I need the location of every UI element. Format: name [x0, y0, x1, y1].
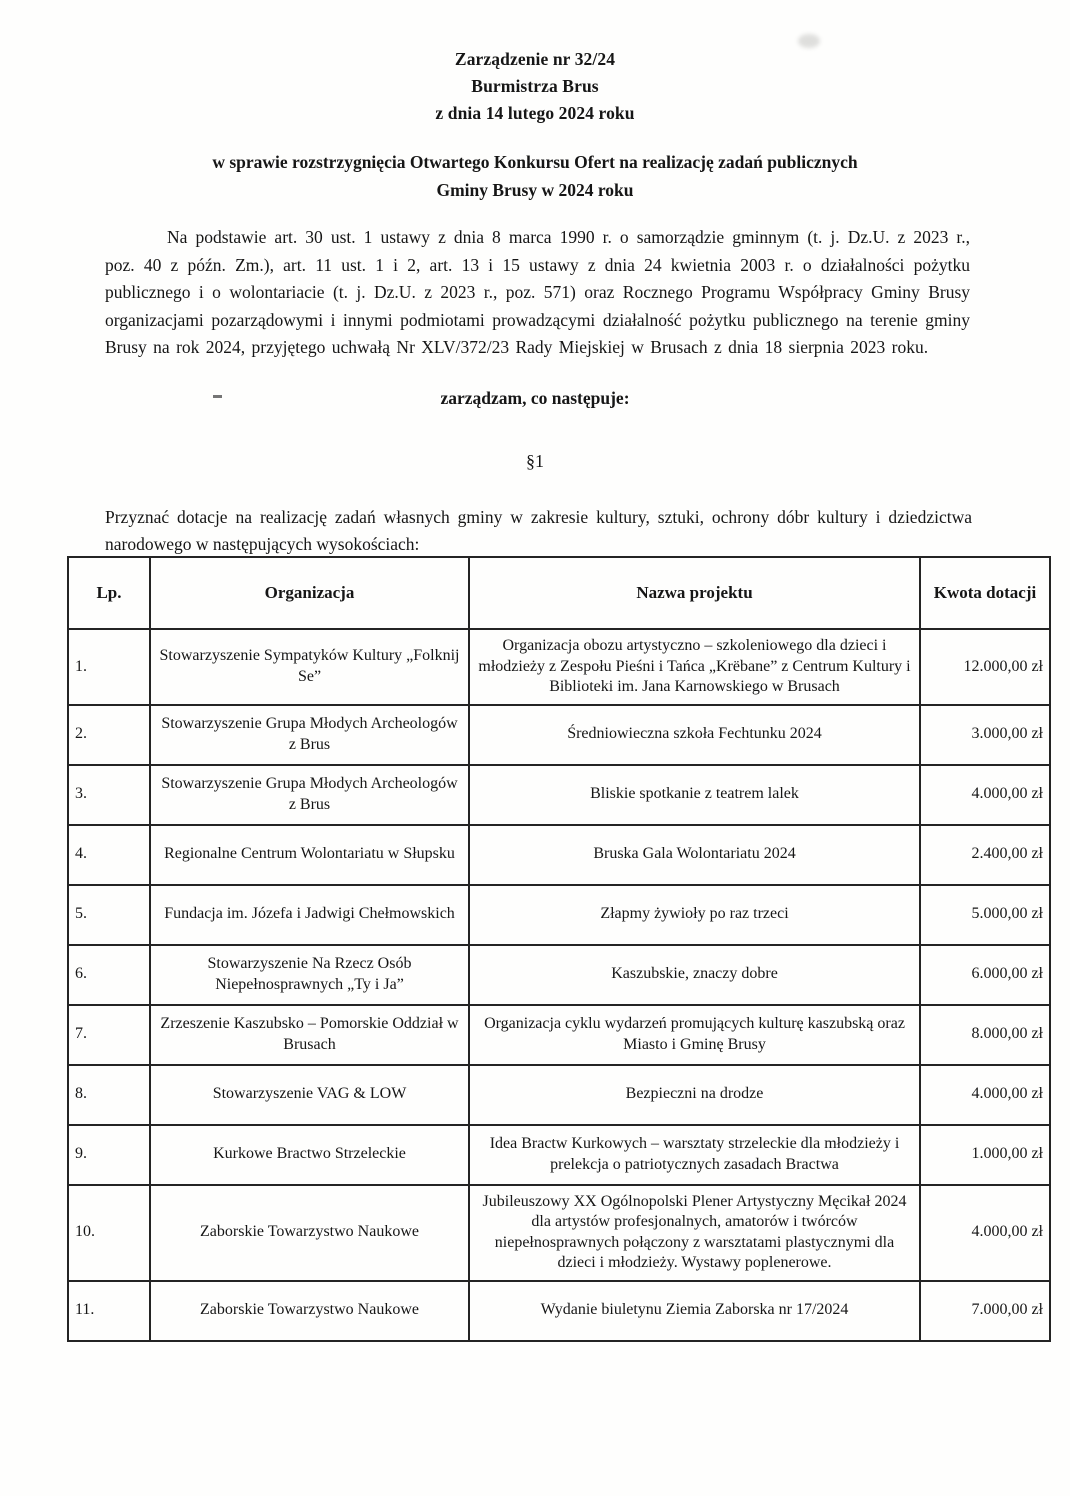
cell-lp: 1.: [68, 629, 150, 705]
cell-lp: 4.: [68, 825, 150, 885]
cell-amount: 4.000,00 zł: [920, 765, 1050, 825]
table-row: [68, 705, 1050, 765]
cell-org: Stowarzyszenie Na Rzecz Osób Niepełnosprawnych „Ty i Ja”: [150, 945, 469, 1005]
cell-lp: 9.: [68, 1125, 150, 1185]
cell-project: Organizacja cyklu wydarzeń promujących kulturę kaszubską oraz Miasto i Gminę Brusy: [469, 1005, 920, 1065]
header-kwota-dotacji: Kwota dotacji: [920, 557, 1050, 629]
cell-amount: 12.000,00 zł: [920, 629, 1050, 705]
cell-project: Kaszubskie, znaczy dobre: [469, 945, 920, 1005]
cell-project: Bezpieczni na drodze: [469, 1065, 920, 1125]
cell-lp: 8.: [68, 1065, 150, 1125]
subject-line-1: w sprawie rozstrzygnięcia Otwartego Konkursu Ofert na realizację zadań publicznych: [212, 152, 858, 172]
cell-org: Zrzeszenie Kaszubsko – Pomorskie Oddział w Brusach: [150, 1005, 469, 1065]
header-organizacja: Organizacja: [150, 557, 469, 629]
grants-table: [67, 556, 1051, 1342]
cell-project: Idea Bractw Kurkowych – warsztaty strzeleckie dla młodzieży i prelekcja o patriotycznych zasadach Bractwa: [469, 1125, 920, 1185]
cell-amount: 7.000,00 zł: [920, 1281, 1050, 1341]
table-row: [68, 825, 1050, 885]
subject-line-2: Gminy Brusy w 2024 roku: [436, 180, 634, 200]
table-row: [68, 1281, 1050, 1341]
scan-dash-artifact: [213, 395, 222, 398]
table-row: [68, 1065, 1050, 1125]
cell-org: Zaborskie Towarzystwo Naukowe: [150, 1185, 469, 1281]
cell-amount: 4.000,00 zł: [920, 1185, 1050, 1281]
legal-basis-paragraph: Na podstawie art. 30 ust. 1 ustawy z dnia 8 marca 1990 r. o samorządzie gminnym (t. j. Dz.U. z 2023 r., poz. 40 z późn. Zm.), art. 11 ust. 1 i 2, art. 13 i 15 ustawy z dnia 24 kwietnia 2003 r. o działalności pożytku publicznego i o wolontariacie (t. j. Dz.U. z 2023 r., poz. 571) oraz Rocznego Programu Współpracy Gminy Brusy organizacjami pozarządowymi i innymi podmiotami prowadzącymi działalność pożytku publicznego na terenie gminy Brusy na rok 2024, przyjętego uchwałą Nr XLV/372/23 Rady Miejskiej w Brusach z dnia 18 sierpnia 2023 roku.: [105, 227, 970, 357]
grants-table-body: [68, 629, 1050, 1341]
cell-lp: 5.: [68, 885, 150, 945]
ordinance-number-line: Zarządzenie nr 32/24: [454, 49, 616, 69]
table-row: [68, 1185, 1050, 1281]
scan-smudge-artifact: [798, 34, 820, 48]
cell-org: Stowarzyszenie Sympatyków Kultury „Folknij Se”: [150, 629, 469, 705]
section-1-text: Przyznać dotacje na realizację zadań własnych gminy w zakresie kultury, sztuki, ochrony dóbr kultury i dziedzictwa narodowego w następujących wysokościach:: [105, 506, 972, 554]
header-row: [68, 557, 1050, 629]
cell-lp: 11.: [68, 1281, 150, 1341]
cell-project: Złapmy żywioły po raz trzeci: [469, 885, 920, 945]
cell-org: Stowarzyszenie Grupa Młodych Archeologów z Brus: [150, 765, 469, 825]
section-mark: §1: [526, 450, 544, 471]
cell-project: Wydanie biuletynu Ziemia Zaborska nr 17/2024: [469, 1281, 920, 1341]
cell-org: Zaborskie Towarzystwo Naukowe: [150, 1281, 469, 1341]
cell-lp: 10.: [68, 1185, 150, 1281]
cell-amount: 5.000,00 zł: [920, 885, 1050, 945]
order-clause: zarządzam, co następuje:: [440, 387, 630, 408]
table-row: [68, 945, 1050, 1005]
table-row: [68, 1125, 1050, 1185]
cell-lp: 6.: [68, 945, 150, 1005]
cell-lp: 7.: [68, 1005, 150, 1065]
ordinance-subject: [0, 148, 1070, 204]
cell-org: Regionalne Centrum Wolontariatu w Słupsku: [150, 825, 469, 885]
cell-amount: 6.000,00 zł: [920, 945, 1050, 1005]
header-lp: Lp.: [68, 557, 150, 629]
cell-org: Stowarzyszenie VAG & LOW: [150, 1065, 469, 1125]
cell-org: Fundacja im. Józefa i Jadwigi Chełmowskich: [150, 885, 469, 945]
cell-lp: 2.: [68, 705, 150, 765]
ordinance-issuer-line: Burmistrza Brus: [471, 76, 599, 96]
ordinance-title: [0, 46, 1070, 127]
cell-org: Stowarzyszenie Grupa Młodych Archeologów z Brus: [150, 705, 469, 765]
header-nazwa-projektu: Nazwa projektu: [469, 557, 920, 629]
cell-amount: 2.400,00 zł: [920, 825, 1050, 885]
grants-table-head: [68, 557, 1050, 629]
table-row: [68, 1005, 1050, 1065]
cell-org: Kurkowe Bractwo Strzeleckie: [150, 1125, 469, 1185]
table-row: [68, 885, 1050, 945]
cell-project: Bliskie spotkanie z teatrem lalek: [469, 765, 920, 825]
cell-amount: 3.000,00 zł: [920, 705, 1050, 765]
cell-project: Jubileuszowy XX Ogólnopolski Plener Artystyczny Męcikał 2024 dla artystów profesjonalnych, amatorów i twórców niepełnosprawnych połączony z warsztatami plastycznymi dla dzieci i młodzieży. Wystawy poplenerowe.: [469, 1185, 920, 1281]
table-row: [68, 765, 1050, 825]
cell-amount: 8.000,00 zł: [920, 1005, 1050, 1065]
cell-project: Średniowieczna szkoła Fechtunku 2024: [469, 705, 920, 765]
cell-project: Organizacja obozu artystyczno – szkoleniowego dla dzieci i młodzieży z Zespołu Pieśni i Tańca „Krëbane” z Centrum Kultury i Biblioteki im. Jana Karnowskiego w Brusach: [469, 629, 920, 705]
cell-project: Bruska Gala Wolontariatu 2024: [469, 825, 920, 885]
ordinance-date-line: z dnia 14 lutego 2024 roku: [435, 103, 635, 123]
cell-amount: 4.000,00 zł: [920, 1065, 1050, 1125]
cell-lp: 3.: [68, 765, 150, 825]
table-row: [68, 629, 1050, 705]
cell-amount: 1.000,00 zł: [920, 1125, 1050, 1185]
